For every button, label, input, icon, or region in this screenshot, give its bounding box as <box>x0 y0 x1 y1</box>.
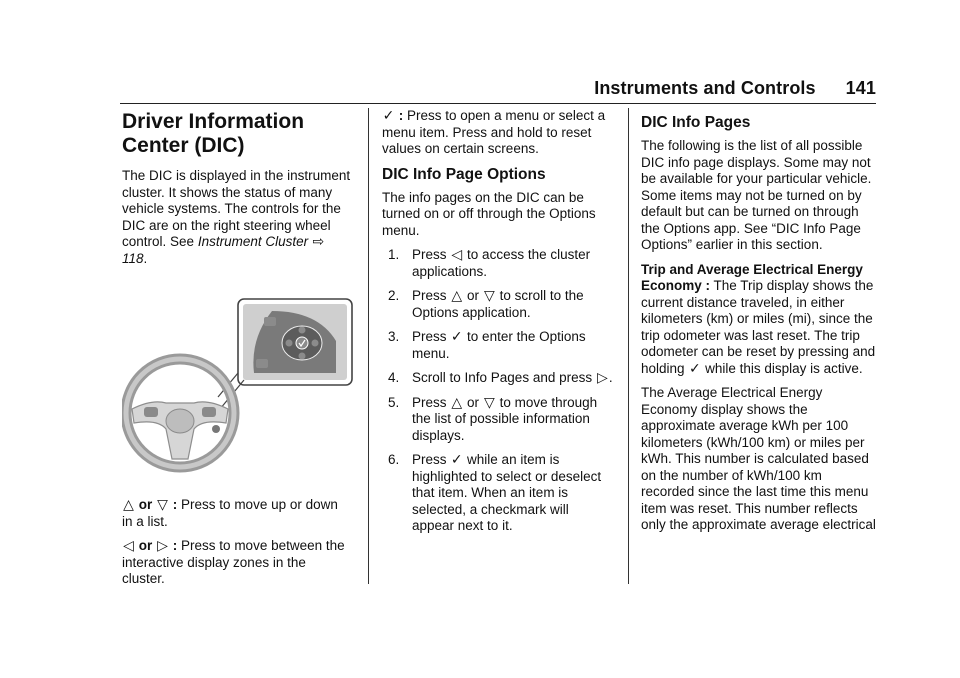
column-divider-2 <box>628 108 629 584</box>
page-number: 141 <box>845 78 876 98</box>
subheading-info-page-options: DIC Info Page Options <box>382 165 546 183</box>
section-title: Instruments and Controls <box>594 78 816 98</box>
check-icon: ✓ <box>382 107 395 123</box>
steering-wheel-icon <box>122 289 354 485</box>
steering-wheel-illustration <box>122 289 354 485</box>
up-arrow-icon: △ <box>451 287 463 303</box>
list-item: 1. Press ◁ to access the cluster applications. <box>388 246 591 279</box>
info-pages-list-intro: The following is the list of all possible DIC info page displays. Some may not be available for your particular vehicle. Some items may not be turned on by default but can be turned on through the Options app. See “DIC Info Page Options” earlier in this section. <box>641 138 872 252</box>
up-arrow-icon: △ <box>123 496 134 512</box>
select-description: ✓ : Press to open a menu or select a menu item. Press and hold to reset values on certain screens. <box>382 107 606 156</box>
xref-arrow-icon: ⇨ <box>312 233 325 249</box>
trip-energy-description: Trip and Average Electrical Energy Economy : The Trip display shows the current distance traveled, in either kilometers (km) or miles (mi), since the trip odometer was last reset. The trip odometer can be reset by pressing and holding ✓ while this display is active. <box>641 261 876 376</box>
header-rule <box>120 103 876 104</box>
list-item: 3. Press ✓ to enter the Options menu. <box>388 328 586 361</box>
column-divider-1 <box>368 108 369 584</box>
updown-description: △ or ▽ : Press to move up or down in a list. <box>122 496 338 529</box>
check-icon: ✓ <box>450 328 463 344</box>
right-arrow-icon: ▷ <box>157 537 168 553</box>
down-arrow-icon: ▽ <box>483 393 495 410</box>
left-arrow-icon: ◁ <box>451 246 463 262</box>
check-icon: ✓ <box>450 451 463 467</box>
dic-intro: The DIC is displayed in the instrument cluster. It shows the status of many vehicle systems. The controls for the DIC are on the right steering wheel control. See Instrument Cluster ⇨ 118. <box>122 168 351 266</box>
info-pages-intro: The info pages on the DIC can be turned on or off through the Options menu. <box>382 189 596 238</box>
subheading-dic-info-pages: DIC Info Pages <box>641 114 751 131</box>
list-item: 4. Scroll to Info Pages and press ▷. <box>388 369 613 385</box>
options-steps-list <box>382 247 614 535</box>
page-heading: Driver Information Center (DIC) <box>122 110 305 157</box>
leftright-description: ◁ or ▷ : Press to move between the interactive display zones in the cluster. <box>122 537 345 586</box>
average-energy-description: The Average Electrical Energy Economy display shows the approximate average kWh per 100 kilometers (kWh/100 km) or miles per kWh. This number is calculated based on the number of kWh/100 km recorded since the last time this menu item was reset. This number reflects only the approximate average electrical <box>641 385 876 532</box>
xref-link[interactable]: Instrument Cluster ⇨ 118 <box>122 233 325 266</box>
down-arrow-icon: ▽ <box>157 496 168 512</box>
column-3 <box>641 108 877 542</box>
up-arrow-icon: △ <box>451 393 463 410</box>
down-arrow-icon: ▽ <box>483 287 495 303</box>
list-item: 5. Press △ or ▽ to move through the list of possible information displays. <box>388 393 598 443</box>
page-header <box>120 78 876 99</box>
left-arrow-icon: ◁ <box>123 537 134 553</box>
column-1 <box>122 108 352 596</box>
right-arrow-icon: ▷ <box>596 369 608 385</box>
list-item: 6. Press ✓ while an item is highlighted to select or deselect that item. When an item is selected, a checkmark will appear next to it. <box>388 451 602 533</box>
column-2 <box>382 108 614 543</box>
list-item: 2. Press △ or ▽ to scroll to the Options application. <box>388 287 584 320</box>
check-icon: ✓ <box>688 359 701 376</box>
